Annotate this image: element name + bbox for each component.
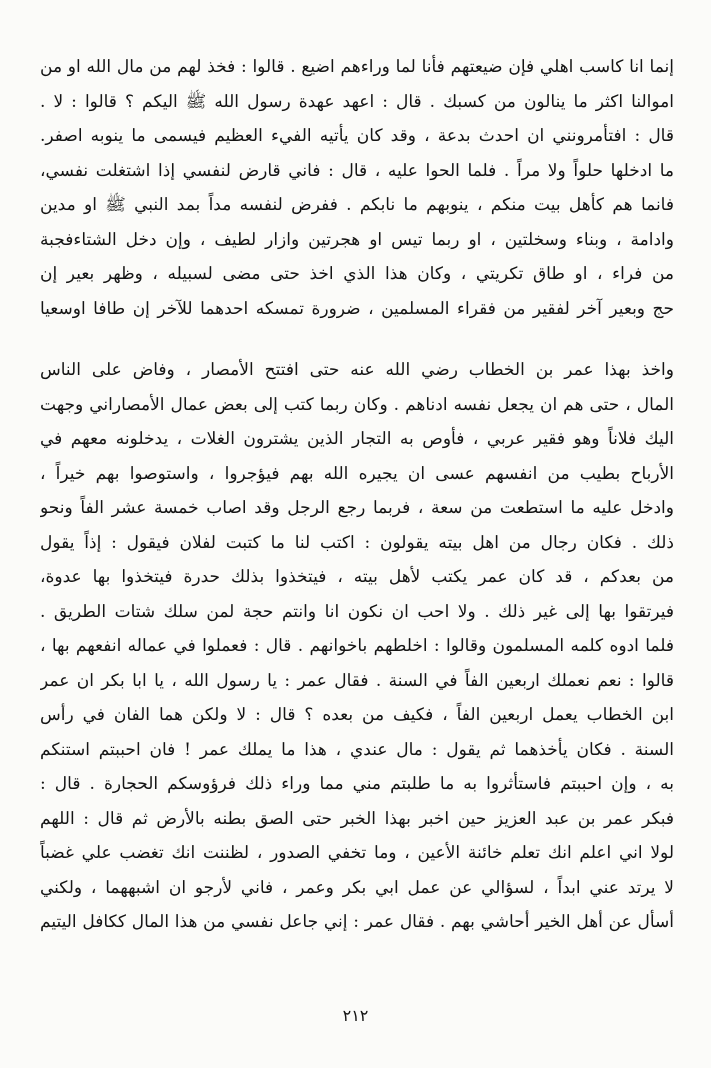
- text-line: لولا اني اعلم انك تعلم خائنة الأعين ، وما تخفي الصدور ، لظننت انك تغضب علي غضباً: [40, 843, 674, 863]
- text-line: اموالنا اكثر ما ينالون من كسبك . قال : اعهد عهدة رسول الله ﷺ اليكم ؟ قالوا : لا .: [40, 91, 674, 112]
- text-line: من فراء ، او طاق تكريتي ، وكان هذا الذي اخذ حتى مضى لسبيله ، وظهر بعير إن: [40, 264, 674, 284]
- text-line: لا يرتد عني ابداً ، لسؤالي عن عمل ابي بكر وعمر ، فاني لأرجو ان اشبههما ، ولكني: [40, 877, 674, 898]
- text-line: اليك فلاناً وهو فقير عربي ، فأوص به التجار الذين يشترون الغلات ، يدخلونه معهم في: [40, 429, 674, 449]
- text-line: قال : افتأمرونني ان احدث بدعة ، وقد كان يأتيه الفيء العظيم فيسمى ما ينوبه اصفر.: [40, 126, 674, 146]
- text-line: حج وبعير آخر لفقير من فقراء المسلمين ، ضرورة تمسكه احدهما للآخر إن طافا اوسعيا: [40, 298, 674, 319]
- text-line: وادخل عليه ما استطعت من سعة ، فربما رجع الرجل وقد اصاب خمسة عشر الفاً ونحو: [40, 498, 674, 518]
- page-number: ٢١٢: [342, 1006, 369, 1025]
- text-line: فيرتقوا بها إلى غير ذلك . ولا احب ان نكون انا وانتم حجة لمن سلك شتات الطريق .: [40, 601, 674, 622]
- text-line: ما ادخلها حلواً ولا مراً . فلما الحوا عليه ، قال : فاني قارض لنفسي إذا اشتغلت نفسي،: [40, 160, 674, 181]
- text-line: إنما انا كاسب اهلي فإن ضيعتهم فأنا لما وراءهم اضيع . قالوا : فخذ لهم من مال الله او من: [40, 57, 674, 77]
- text-line: السنة . فكان يأخذهما ثم يقول : مال عندي ، هذا ما يملك عمر ! فان احببتم استنكم: [40, 739, 674, 760]
- text-line: فانما هم كأهل بيت منكم ، ينوبهم ما نابكم . ففرض لنفسه مداً بمد النبي ﷺ او مدين: [40, 195, 674, 215]
- text-line: الأرباح بطيب من انفسهم عسى ان يجيره الله بهم فيؤجروا ، واستوصوا بهم خيراً ،: [40, 463, 674, 484]
- text-line: فلما ادوه كلمه المسلمون وقالوا : اخلطهم باخوانهم . قال : فعملوا في عماله انفعهم بها ،: [40, 636, 674, 656]
- text-line: قالوا : نعم نعملك اربعين الفاً في السنة . فقال عمر : يا رسول الله ، يا ابا بكر ان عمر: [40, 670, 674, 691]
- text-line: فبكر عمر بن عبد العزيز حين اخبر بهذا الخبر حتى الصق بطنه بالأرض ثم قال : اللهم: [40, 808, 674, 829]
- text-line: من بعدكم ، قد كان عمر يكتب لأهل بيته ، فيتخذوا بذلك حدرة فيتخذوا بها عدوة،: [40, 567, 674, 587]
- text-line: أسأل عن أهل الخير أحاشي بهم . فقال عمر : إني جاعل نفسي من هذا المال ككافل اليتيم: [40, 912, 674, 932]
- paragraph-1: [40, 50, 674, 326]
- text-line: ابن الخطاب يعمل اربعين الفاً ، فكيف من بعده ؟ قال : لا ولكن هما الفان في رأس: [40, 705, 674, 725]
- text-line: واخذ بهذا عمر بن الخطاب رضي الله عنه حتى افتتح الأمصار ، وفاض على الناس: [40, 360, 674, 380]
- text-line: به ، وإن احببتم فاستأثروا به ما طلبتم مني مما وراء ذلك فرؤوسكم الحجارة . قال :: [40, 774, 674, 794]
- paragraph-2: [40, 353, 674, 940]
- text-line: المال ، حتى هم ان يجعل نفسه ادناهم . وكان ربما كتب إلى بعض عمال الأمصاراني وجهت: [40, 394, 674, 415]
- text-line: ذلك . فكان رجال من اهل بيته يقولون : اكتب لنا ما كتبت لفلان فيقول : إذاً يقول: [40, 532, 674, 553]
- text-line: وادامة ، وبناء وسخلتين ، او ربما تيس او هجرتين وازار لطيف ، وإن دخل الشتاءفجبة: [40, 229, 674, 250]
